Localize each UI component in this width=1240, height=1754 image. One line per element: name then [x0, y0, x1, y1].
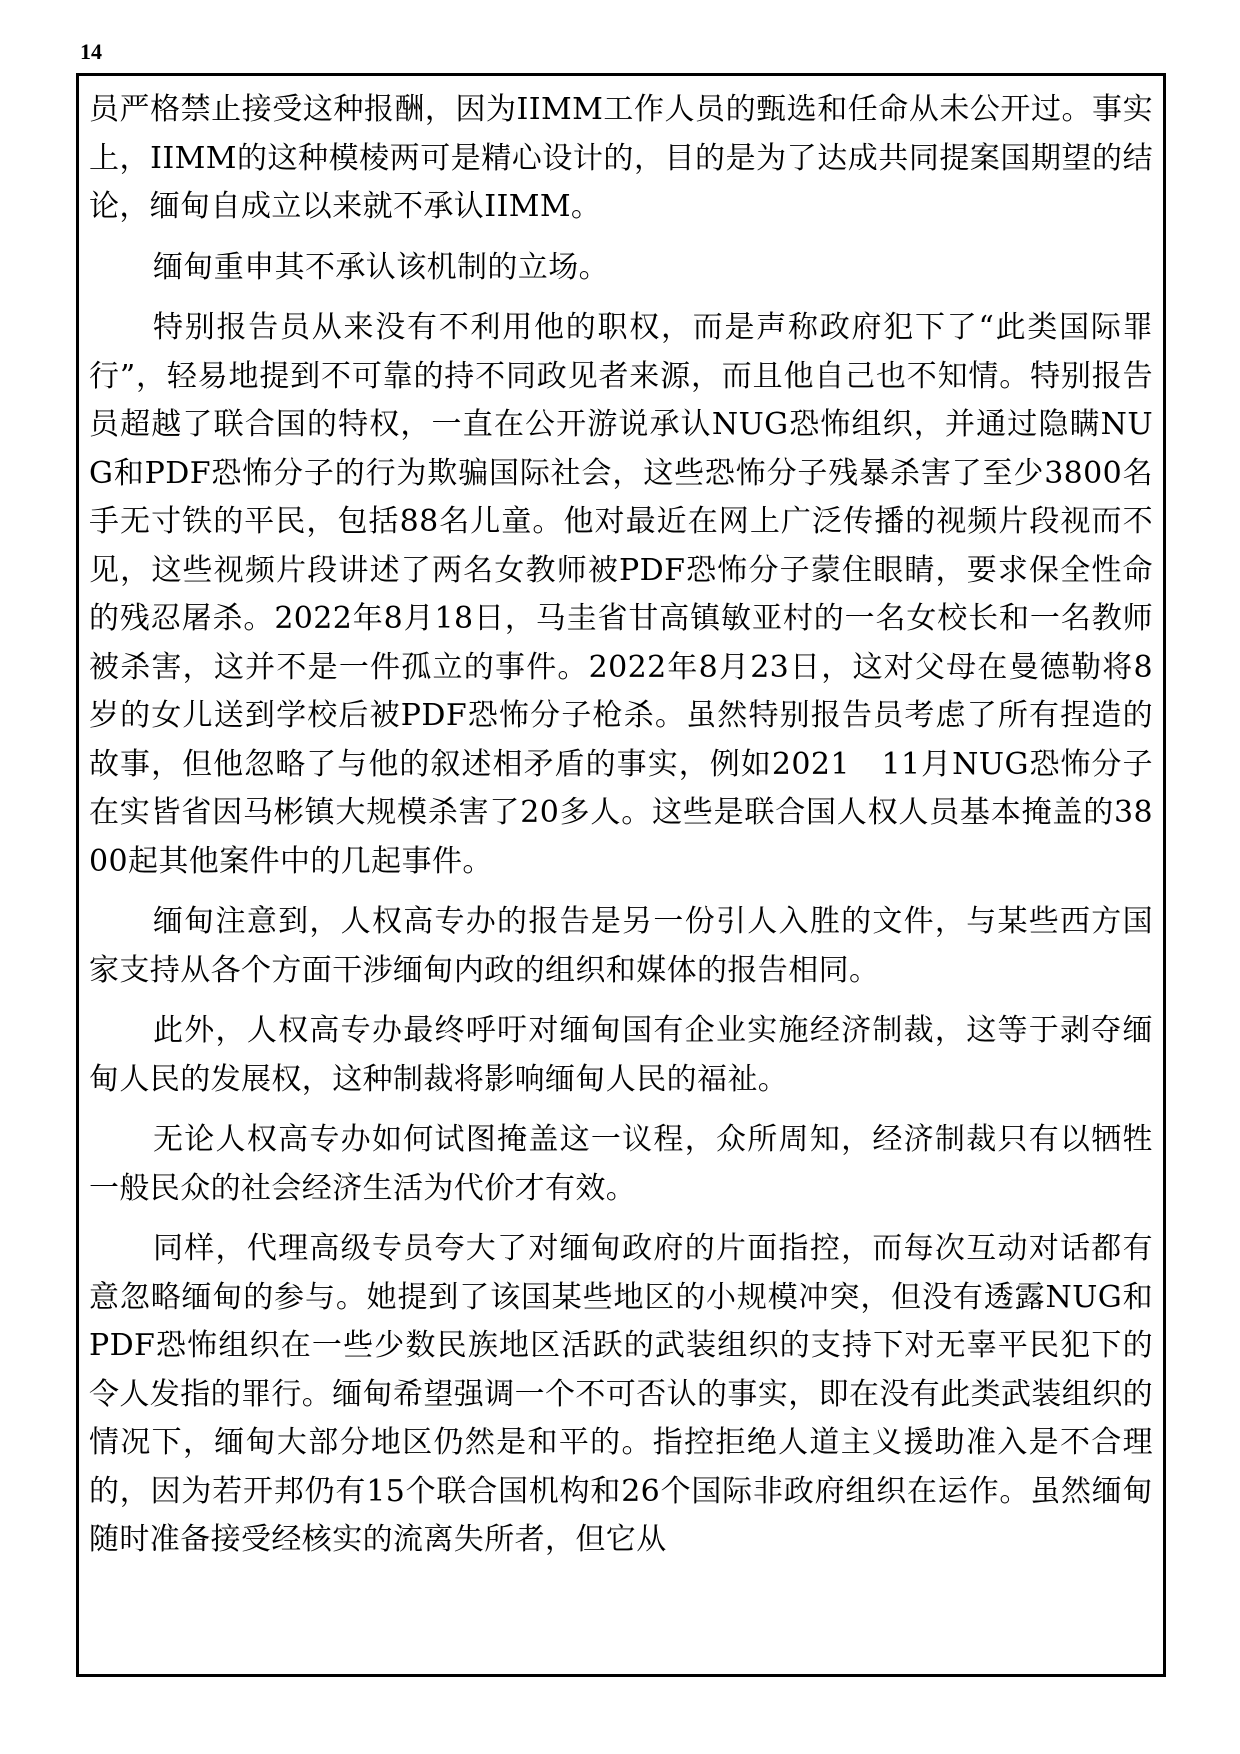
content-frame — [76, 73, 1166, 1677]
page-number: 14 — [80, 39, 102, 64]
paragraph-3: 特别报告员从来没有不利用他的职权，而是声称政府犯下了“此类国际罪行”，轻易地提到不可靠的持不同政见者来源，而且他自己也不知情。特别报告员超越了联合国的特权，一直在公开游说承认NUG恐怖组织，并通过隐瞒NUG和PDF恐怖分子的行为欺骗国际社会，这些恐怖分子残暴杀害了至少3800名手无寸铁的平民，包括88名儿童。他对最近在网上广泛传播的视频片段视而不见，这些视频片段讲述了两名女教师被PDF恐怖分子蒙住眼睛，要求保全性命的残忍屠杀。2022年8月18日，马圭省甘高镇敏亚村的一名女校长和一名教师被杀害，这并不是一件孤立的事件。2022年8月23日，这对父母在曼德勒将8岁的女儿送到学校后被PDF恐怖分子枪杀。虽然特别报告员考虑了所有捏造的故事，但他忽略了与他的叙述相矛盾的事实，例如2021 11月NUG恐怖分子在实皆省因马彬镇大规模杀害了20多人。这些是联合国人权人员基本掩盖的3800起其他案件中的几起事件。 — [89, 310, 1153, 879]
paragraph-5: 此外，人权高专办最终呼吁对缅甸国有企业实施经济制裁，这等于剥夺缅甸人民的发展权，这种制裁将影响缅甸人民的福祉。 — [89, 1013, 1153, 1097]
paragraph-2: 缅甸重申其不承认该机制的立场。 — [153, 249, 609, 285]
paragraph-4: 缅甸注意到，人权高专办的报告是另一份引人入胜的文件，与某些西方国家支持从各个方面干涉缅甸内政的组织和媒体的报告相同。 — [89, 904, 1153, 988]
paragraph-1: 员严格禁止接受这种报酬，因为IIMM工作人员的甄选和任命从未公开过。事实上，IIMM的这种模棱两可是精心设计的，目的是为了达成共同提案国期望的结论，缅甸自成立以来就不承认IIMM。 — [89, 92, 1153, 224]
paragraph-6: 无论人权高专办如何试图掩盖这一议程，众所周知，经济制裁只有以牺牲一般民众的社会经济生活为代价才有效。 — [89, 1122, 1153, 1206]
paragraph-7: 同样，代理高级专员夸大了对缅甸政府的片面指控，而每次互动对话都有意忽略缅甸的参与。她提到了该国某些地区的小规模冲突，但没有透露NUG和PDF恐怖组织在一些少数民族地区活跃的武装组织的支持下对无辜平民犯下的令人发指的罪行。缅甸希望强调一个不可否认的事实，即在没有此类武装组织的情况下，缅甸大部分地区仍然是和平的。指控拒绝人道主义援助准入是不合理的，因为若开邦仍有15个联合国机构和26个国际非政府组织在运作。虽然缅甸随时准备接受经核实的流离失所者，但它从 — [89, 1231, 1153, 1557]
